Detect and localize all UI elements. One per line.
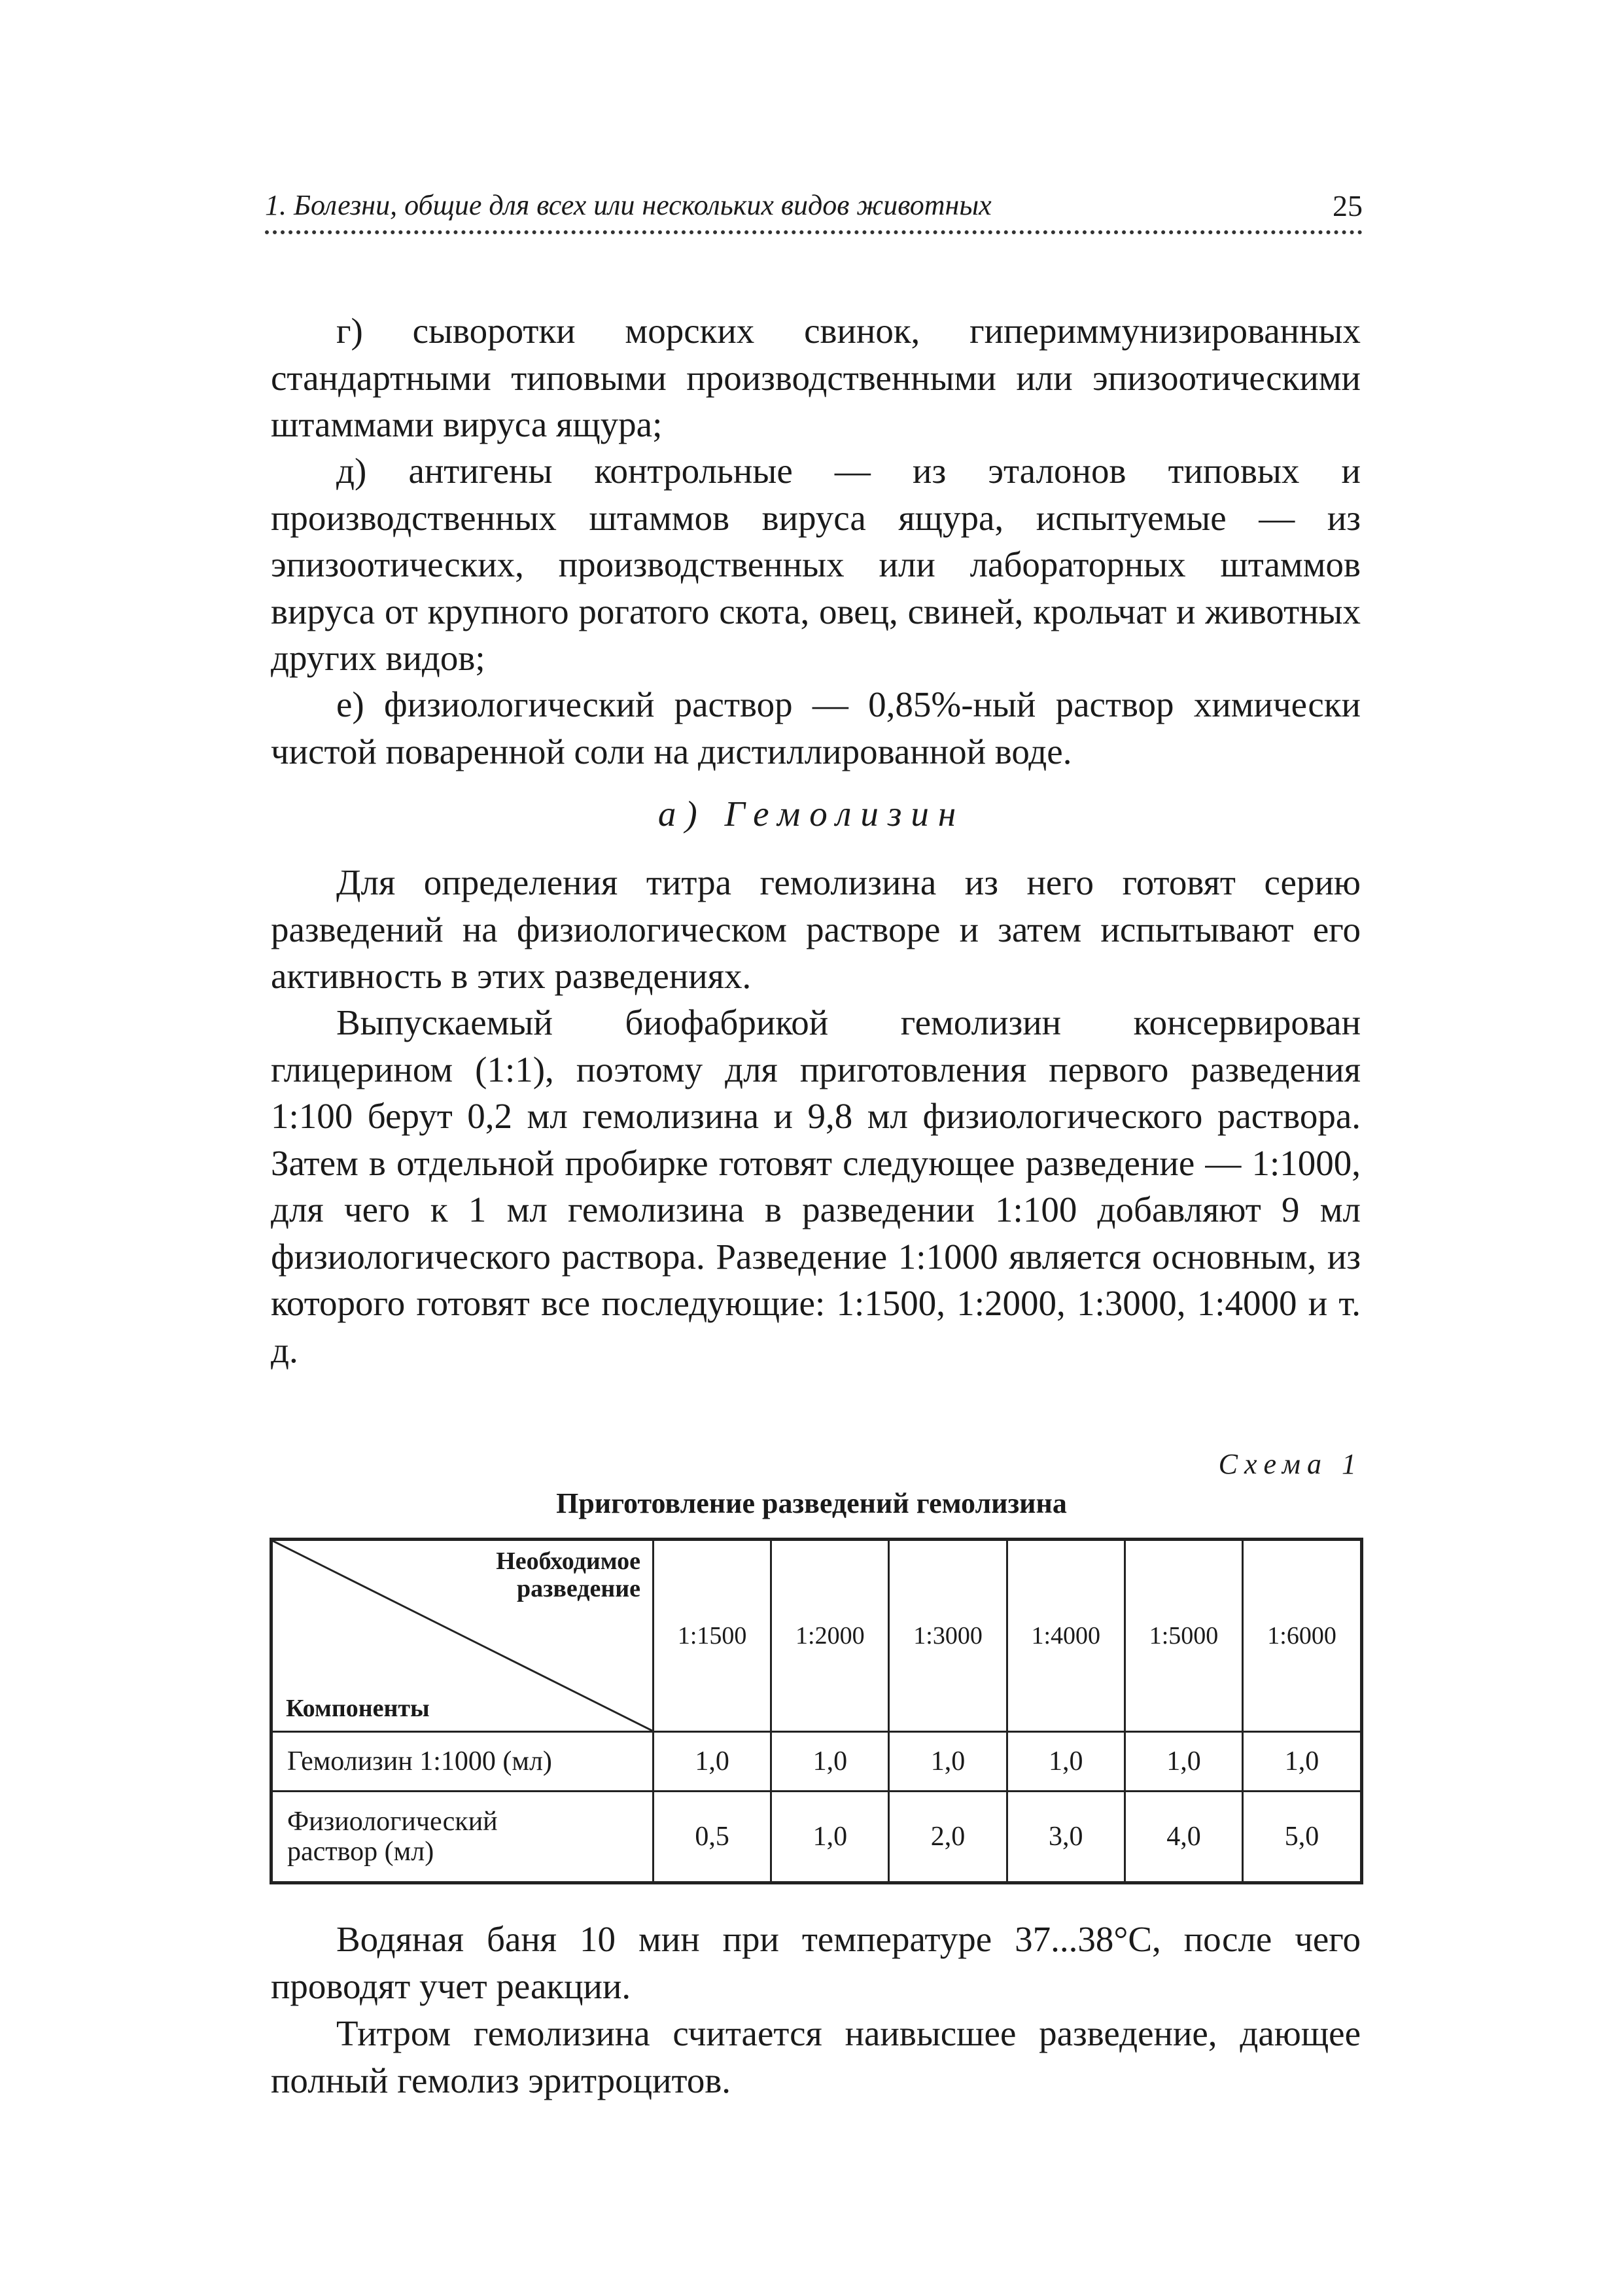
section-title-hemolysin: а) Гемолизин <box>657 794 966 834</box>
paragraph-dilution: Выпускаемый биофабрикой гемолизин консервирован глицерином (1:1), поэтому для приготовления первого разведения 1:100 берут 0,2 мл гемолизина и 9,8 мл физиологического раствора. Затем в отдельной пробирке готовят следующее разведение — 1:1000, для чего к 1 мл гемолизина в разведении 1:100 добавляют 9 мл физиологического раствора. Разведение 1:1000 является основным, из которого готовят все последующие: 1:1500, 1:2000, 1:3000, 1:4000 и т. д. <box>271 1002 1361 1370</box>
table-cell: 4,0 <box>1125 1792 1242 1883</box>
table-cell: 1,0 <box>654 1732 771 1792</box>
table-title: Приготовление разведений гемолизина <box>556 1487 1067 1519</box>
corner-required-dilution <box>496 1547 640 1602</box>
paragraph-titration: Для определения титра гемолизина из него готовят серию разведений на физиологическом растворе и затем испытывают его активность в этих разведениях. <box>271 862 1361 996</box>
paragraph-sera: г) сыворотки морских свинок, гипериммунизированных стандартными типовыми производственными или эпизоотическими штаммами вируса ящура; <box>271 311 1361 444</box>
corner-top-line2: разведение <box>516 1575 640 1602</box>
scheme-label: Схема 1 <box>1218 1448 1363 1480</box>
table-cell: 5,0 <box>1243 1792 1362 1883</box>
table-row-saline <box>271 1792 1362 1883</box>
paragraph-water-bath: Водяная баня 10 мин при температуре 37...38°С, после чего проводят учет реакции. <box>271 1919 1361 2006</box>
table-cell: 1,0 <box>1007 1732 1125 1792</box>
row-label-saline-line2: раствор (мл) <box>287 1837 434 1867</box>
table-cell: 0,5 <box>654 1792 771 1883</box>
column-header: 1:3000 <box>889 1540 1007 1732</box>
column-header: 1:6000 <box>1243 1540 1362 1732</box>
row-label-hemolysin: Гемолизин 1:1000 (мл) <box>271 1732 654 1792</box>
table-cell: 1,0 <box>771 1792 889 1883</box>
row-label-saline-line1: Физиологический <box>287 1807 498 1837</box>
paragraph-titer: Титром гемолизина считается наивысшее разведение, дающее полный гемолиз эритроцитов. <box>271 2013 1361 2100</box>
paragraph-saline: е) физиологический раствор — 0,85%-ный раствор химически чистой поваренной соли на дистиллированной воде. <box>271 684 1361 771</box>
corner-components: Компоненты <box>286 1695 430 1722</box>
table-cell: 1,0 <box>1243 1732 1362 1792</box>
header-rule <box>265 230 1363 234</box>
table-row-hemolysin <box>271 1732 1362 1792</box>
dilution-table <box>270 1538 1363 1884</box>
running-title: 1. Болезни, общие для всех или нескольких видов животных <box>265 189 992 221</box>
paragraph-antigens: д) антигены контрольные — из эталонов типовых и производственных штаммов вируса ящура, испытуемые — из эпизоотических, производственных или лабораторных штаммов вируса от крупного рогатого скота, овец, свиней, крольчат и животных других видов; <box>271 451 1361 678</box>
corner-header-cell <box>271 1540 654 1732</box>
column-header: 1:2000 <box>771 1540 889 1732</box>
table-cell: 1,0 <box>771 1732 889 1792</box>
table-cell: 3,0 <box>1007 1792 1125 1883</box>
page-header <box>265 188 1363 228</box>
corner-top-line1: Необходимое <box>496 1547 640 1575</box>
column-header: 1:1500 <box>654 1540 771 1732</box>
row-label-saline <box>271 1792 654 1883</box>
table-header-row <box>271 1540 1362 1732</box>
table-cell: 2,0 <box>889 1792 1007 1883</box>
column-header: 1:5000 <box>1125 1540 1242 1732</box>
page-number: 25 <box>1333 189 1363 222</box>
table-cell: 1,0 <box>889 1732 1007 1792</box>
column-header: 1:4000 <box>1007 1540 1125 1732</box>
table-cell: 1,0 <box>1125 1732 1242 1792</box>
